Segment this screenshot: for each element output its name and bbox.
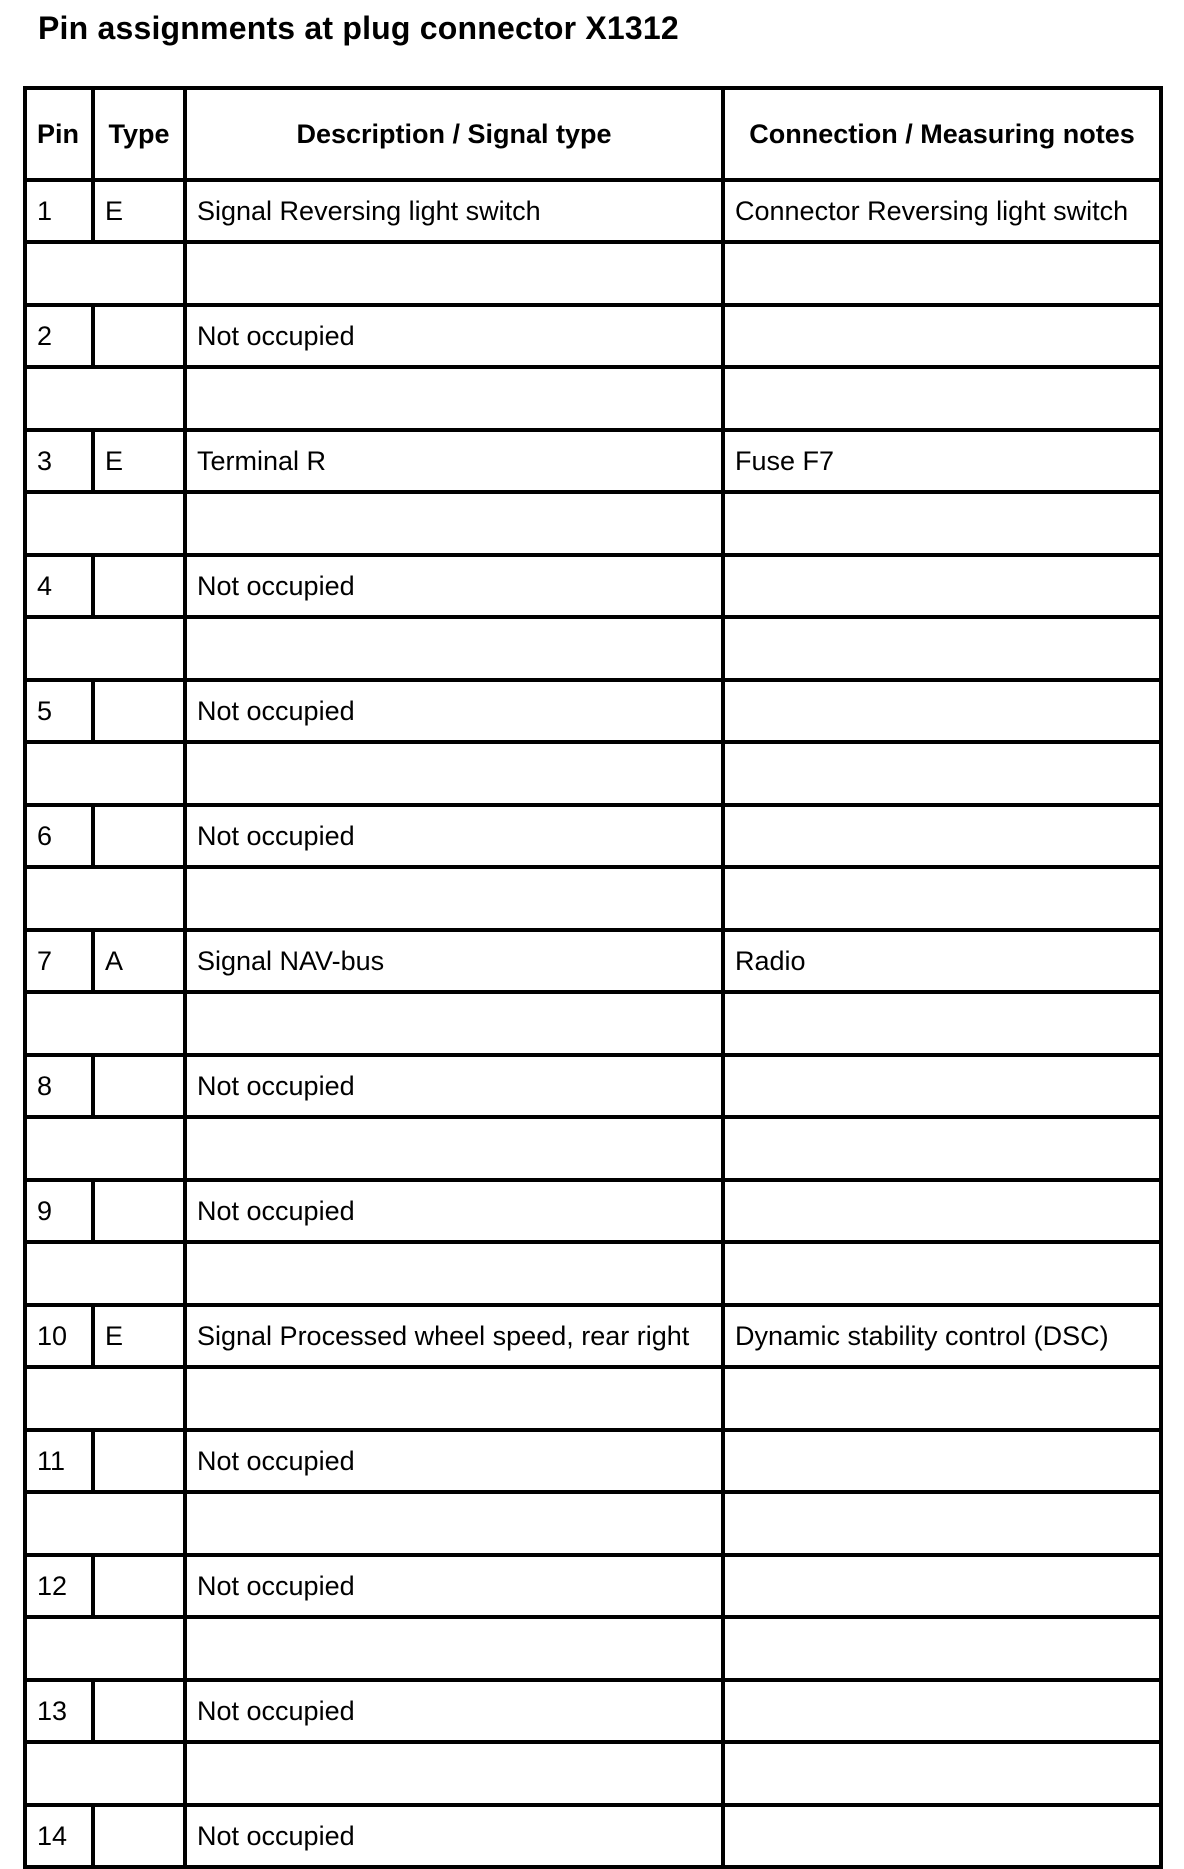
spacer-cell bbox=[185, 742, 723, 805]
spacer-cell bbox=[25, 617, 185, 680]
spacer-cell bbox=[185, 1242, 723, 1305]
table-body bbox=[25, 180, 1161, 1867]
spacer-cell bbox=[185, 1492, 723, 1555]
type-cell bbox=[93, 305, 185, 367]
description-cell: Not occupied bbox=[185, 1055, 723, 1117]
table-row bbox=[25, 180, 1161, 242]
spacer-cell bbox=[25, 367, 185, 430]
connection-cell: Radio bbox=[723, 930, 1161, 992]
type-cell bbox=[93, 1555, 185, 1617]
spacer-row bbox=[25, 1242, 1161, 1305]
spacer-cell bbox=[185, 992, 723, 1055]
table-row bbox=[25, 1805, 1161, 1867]
spacer-cell bbox=[185, 867, 723, 930]
table-header-row bbox=[25, 88, 1161, 180]
pin-cell: 1 bbox=[25, 180, 93, 242]
pin-cell: 5 bbox=[25, 680, 93, 742]
connection-cell bbox=[723, 1180, 1161, 1242]
description-cell: Not occupied bbox=[185, 1805, 723, 1867]
spacer-cell bbox=[723, 492, 1161, 555]
spacer-cell bbox=[25, 492, 185, 555]
type-cell: A bbox=[93, 930, 185, 992]
spacer-row bbox=[25, 492, 1161, 555]
spacer-cell bbox=[185, 1617, 723, 1680]
spacer-cell bbox=[723, 242, 1161, 305]
spacer-cell bbox=[723, 1492, 1161, 1555]
connection-cell bbox=[723, 805, 1161, 867]
table-row bbox=[25, 1430, 1161, 1492]
spacer-cell bbox=[723, 1367, 1161, 1430]
type-cell: E bbox=[93, 430, 185, 492]
pin-cell: 12 bbox=[25, 1555, 93, 1617]
type-cell bbox=[93, 555, 185, 617]
table-row bbox=[25, 430, 1161, 492]
pin-cell: 3 bbox=[25, 430, 93, 492]
spacer-row bbox=[25, 1492, 1161, 1555]
table-row bbox=[25, 1055, 1161, 1117]
spacer-row bbox=[25, 742, 1161, 805]
spacer-cell bbox=[25, 867, 185, 930]
table-row bbox=[25, 680, 1161, 742]
connection-cell bbox=[723, 1430, 1161, 1492]
spacer-row bbox=[25, 1367, 1161, 1430]
connection-cell: Fuse F7 bbox=[723, 430, 1161, 492]
pin-cell: 13 bbox=[25, 1680, 93, 1742]
type-cell bbox=[93, 805, 185, 867]
pin-cell: 14 bbox=[25, 1805, 93, 1867]
table-row bbox=[25, 1555, 1161, 1617]
connection-cell: Dynamic stability control (DSC) bbox=[723, 1305, 1161, 1367]
pin-cell: 8 bbox=[25, 1055, 93, 1117]
pin-cell: 7 bbox=[25, 930, 93, 992]
description-cell: Signal NAV-bus bbox=[185, 930, 723, 992]
header-connection: Connection / Measuring notes bbox=[723, 88, 1161, 180]
spacer-cell bbox=[723, 742, 1161, 805]
type-cell bbox=[93, 1805, 185, 1867]
pin-cell: 2 bbox=[25, 305, 93, 367]
spacer-row bbox=[25, 617, 1161, 680]
spacer-cell bbox=[723, 1617, 1161, 1680]
connection-cell bbox=[723, 680, 1161, 742]
connection-cell bbox=[723, 1805, 1161, 1867]
description-cell: Not occupied bbox=[185, 1180, 723, 1242]
spacer-cell bbox=[25, 1617, 185, 1680]
spacer-cell bbox=[723, 867, 1161, 930]
header-type: Type bbox=[93, 88, 185, 180]
table-row bbox=[25, 305, 1161, 367]
type-cell bbox=[93, 1180, 185, 1242]
table-row bbox=[25, 930, 1161, 992]
spacer-cell bbox=[185, 1117, 723, 1180]
description-cell: Not occupied bbox=[185, 1680, 723, 1742]
connection-cell bbox=[723, 305, 1161, 367]
description-cell: Not occupied bbox=[185, 680, 723, 742]
description-cell: Signal Processed wheel speed, rear right bbox=[185, 1305, 723, 1367]
connection-cell: Connector Reversing light switch bbox=[723, 180, 1161, 242]
spacer-cell bbox=[185, 367, 723, 430]
connection-cell bbox=[723, 1680, 1161, 1742]
connection-cell bbox=[723, 1055, 1161, 1117]
spacer-row bbox=[25, 1117, 1161, 1180]
pin-assignment-table bbox=[23, 86, 1163, 1869]
type-cell: E bbox=[93, 180, 185, 242]
spacer-cell bbox=[185, 617, 723, 680]
table-row bbox=[25, 555, 1161, 617]
spacer-cell bbox=[185, 242, 723, 305]
spacer-cell bbox=[185, 1367, 723, 1430]
pin-cell: 9 bbox=[25, 1180, 93, 1242]
description-cell: Not occupied bbox=[185, 805, 723, 867]
type-cell bbox=[93, 1680, 185, 1742]
spacer-cell bbox=[25, 1492, 185, 1555]
spacer-cell bbox=[723, 992, 1161, 1055]
description-cell: Not occupied bbox=[185, 555, 723, 617]
spacer-cell bbox=[723, 367, 1161, 430]
spacer-cell bbox=[25, 1117, 185, 1180]
type-cell bbox=[93, 1055, 185, 1117]
table-row bbox=[25, 1680, 1161, 1742]
spacer-cell bbox=[723, 617, 1161, 680]
spacer-cell bbox=[723, 1242, 1161, 1305]
spacer-cell bbox=[25, 1367, 185, 1430]
description-cell: Signal Reversing light switch bbox=[185, 180, 723, 242]
header-pin: Pin bbox=[25, 88, 93, 180]
connection-cell bbox=[723, 1555, 1161, 1617]
type-cell bbox=[93, 1430, 185, 1492]
type-cell bbox=[93, 680, 185, 742]
spacer-cell bbox=[185, 492, 723, 555]
description-cell: Terminal R bbox=[185, 430, 723, 492]
pin-cell: 10 bbox=[25, 1305, 93, 1367]
spacer-row bbox=[25, 867, 1161, 930]
pin-cell: 4 bbox=[25, 555, 93, 617]
spacer-cell bbox=[25, 242, 185, 305]
spacer-cell bbox=[723, 1117, 1161, 1180]
type-cell: E bbox=[93, 1305, 185, 1367]
spacer-cell bbox=[25, 1242, 185, 1305]
table-row bbox=[25, 1180, 1161, 1242]
spacer-cell bbox=[25, 742, 185, 805]
spacer-row bbox=[25, 1617, 1161, 1680]
spacer-row bbox=[25, 367, 1161, 430]
pin-cell: 6 bbox=[25, 805, 93, 867]
description-cell: Not occupied bbox=[185, 1430, 723, 1492]
spacer-row bbox=[25, 242, 1161, 305]
header-description: Description / Signal type bbox=[185, 88, 723, 180]
spacer-cell bbox=[25, 992, 185, 1055]
pin-cell: 11 bbox=[25, 1430, 93, 1492]
table-row bbox=[25, 805, 1161, 867]
table-row bbox=[25, 1305, 1161, 1367]
spacer-row bbox=[25, 992, 1161, 1055]
description-cell: Not occupied bbox=[185, 1555, 723, 1617]
description-cell: Not occupied bbox=[185, 305, 723, 367]
page-title: Pin assignments at plug connector X1312 bbox=[38, 10, 679, 46]
connection-cell bbox=[723, 555, 1161, 617]
